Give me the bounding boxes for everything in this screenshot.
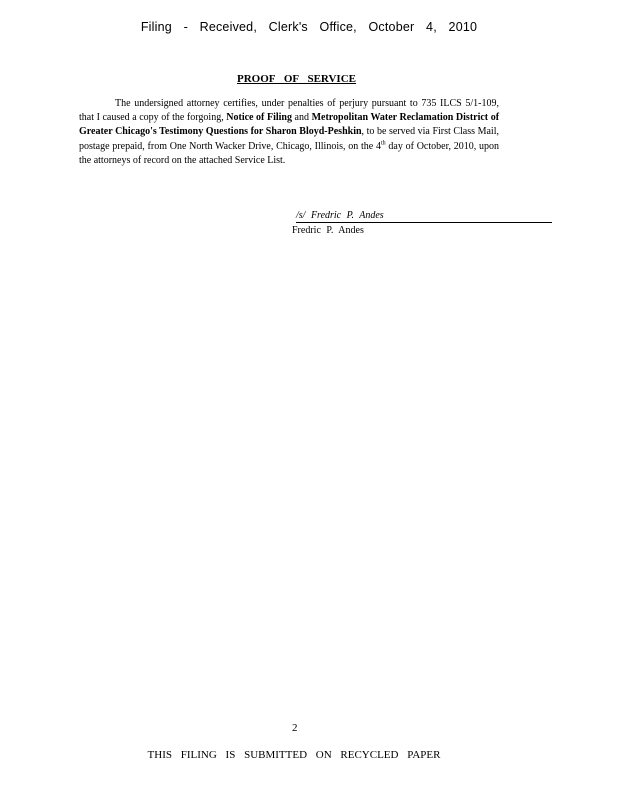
signer-name: Fredric P. Andes bbox=[292, 225, 364, 236]
signature-line: /s/ Fredric P. Andes bbox=[296, 210, 552, 223]
paragraph-text-3: , to be served via First Class Mail, postage prepaid, from One North Wacker Drive, Chicago, Illinois, on the 4 bbox=[79, 126, 499, 152]
testimony-title-text: Metropolitan Water Reclamation District of Greater Chicago's Testimony Questions for Sharon Bloyd-Peshkin bbox=[79, 112, 500, 138]
ordinal-suffix: th bbox=[380, 140, 386, 147]
notice-of-filing-text: Notice of Filing bbox=[226, 112, 292, 124]
page-title: PROOF OF SERVICE bbox=[237, 73, 356, 85]
certification-paragraph bbox=[79, 97, 499, 168]
page-number: 2 bbox=[292, 722, 298, 734]
recycled-paper-footer: THIS FILING IS SUBMITTED ON RECYCLED PAPER bbox=[147, 749, 441, 761]
paragraph-text-2: and bbox=[294, 112, 309, 124]
paragraph-text-1: The undersigned attorney certifies, under penalties of perjury pursuant to 735 ILCS 5/1-109, that I caused a copy of the forgoing, bbox=[79, 98, 499, 124]
filing-stamp-header: Filing - Received, Clerk's Office, October 4, 2010 bbox=[140, 20, 478, 34]
paragraph-text-4: day of October, 2010, upon the attorneys of record on the attached Service List. bbox=[79, 140, 500, 166]
